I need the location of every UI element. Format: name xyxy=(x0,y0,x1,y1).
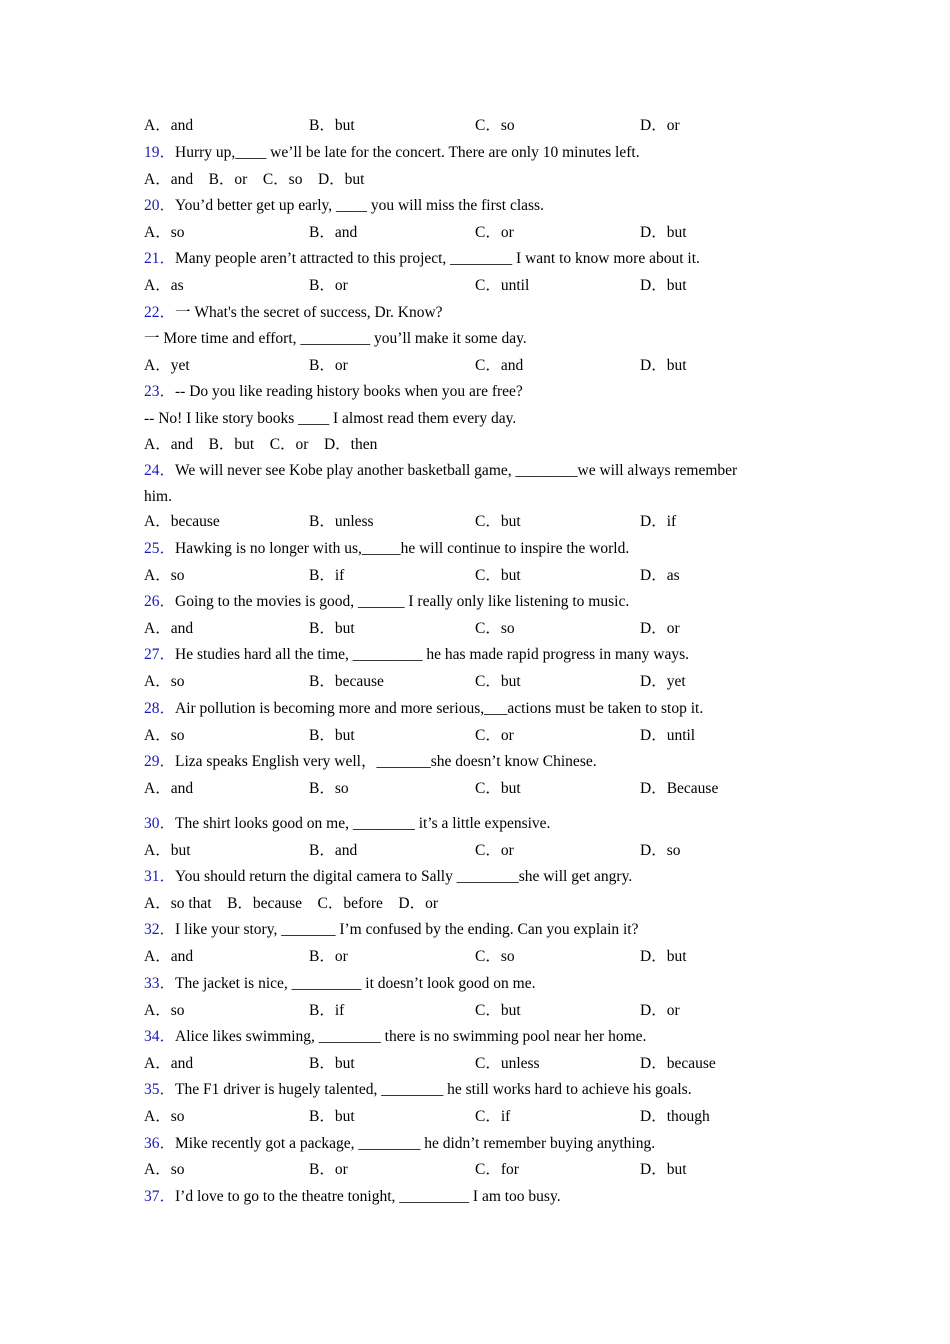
option-d: D．Because xyxy=(640,780,719,797)
question-line xyxy=(144,143,640,163)
text-line: 一 More time and effort, _________ you’ll make it some day. xyxy=(144,330,527,347)
option-d: D．yet xyxy=(640,673,686,690)
question-text: Hawking is no longer with us,_____he will continue to inspire the world. xyxy=(175,540,630,557)
option-c: C．but xyxy=(475,780,521,797)
question-text: Hurry up,____ we’ll be late for the concert. There are only 10 minutes left. xyxy=(175,144,640,161)
option-a: A．as xyxy=(144,277,184,294)
question-number: 34． xyxy=(144,1028,176,1045)
option-d: D．but xyxy=(640,224,687,241)
question-text: We will never see Kobe play another basketball game, ________we will always remember xyxy=(175,462,738,479)
option-c: C．so xyxy=(475,117,515,134)
option-b: B．if xyxy=(309,567,345,584)
question-number: 32． xyxy=(144,921,176,938)
option-b: B．but xyxy=(309,1055,355,1072)
question-number: 30． xyxy=(144,815,176,832)
question-text: He studies hard all the time, _________ he has made rapid progress in many ways. xyxy=(175,646,689,663)
option-c: C．if xyxy=(475,1108,511,1125)
text-line: A．and B．but C．or D．then xyxy=(144,436,378,453)
option-a: A．so xyxy=(144,673,185,690)
option-c: C．or xyxy=(475,727,514,744)
question-line xyxy=(144,752,597,772)
question-number: 23． xyxy=(144,383,176,400)
option-d: D．but xyxy=(640,277,687,294)
option-d: D．but xyxy=(640,357,687,374)
question-text: Many people aren’t attracted to this project, ________ I want to know more about it. xyxy=(175,250,700,267)
question-number: 35． xyxy=(144,1081,176,1098)
question-text: Air pollution is becoming more and more serious,___actions must be taken to stop it. xyxy=(175,700,704,717)
option-b: B．and xyxy=(309,842,358,859)
option-b: B．if xyxy=(309,1002,345,1019)
option-d: D．but xyxy=(640,1161,687,1178)
question-line xyxy=(144,1134,655,1154)
question-number: 28． xyxy=(144,700,176,717)
option-a: A．so xyxy=(144,1108,185,1125)
question-text: The shirt looks good on me, ________ it’s a little expensive. xyxy=(175,815,551,832)
question-text: -- Do you like reading history books when you are free? xyxy=(175,383,523,400)
option-b: B．but xyxy=(309,727,355,744)
option-a: A．and xyxy=(144,620,194,637)
question-number: 36． xyxy=(144,1135,176,1152)
option-a: A．so xyxy=(144,1161,185,1178)
option-c: C．and xyxy=(475,357,524,374)
question-line xyxy=(144,699,703,719)
option-d: D．as xyxy=(640,567,680,584)
question-line xyxy=(144,196,544,216)
option-b: B．or xyxy=(309,948,348,965)
question-number: 31． xyxy=(144,868,176,885)
question-number: 20． xyxy=(144,197,176,214)
option-c: C．but xyxy=(475,513,521,530)
option-a: A．because xyxy=(144,513,220,530)
question-number: 24． xyxy=(144,462,176,479)
question-text: Liza speaks English very well，_______she doesn’t know Chinese. xyxy=(175,753,597,770)
option-a: A．so xyxy=(144,224,185,241)
option-b: B．but xyxy=(309,620,355,637)
option-b: B．but xyxy=(309,117,355,134)
question-line xyxy=(144,920,639,940)
option-a: A．and xyxy=(144,948,194,965)
option-c: C．so xyxy=(475,948,515,965)
question-line xyxy=(144,1027,646,1047)
option-b: B．or xyxy=(309,277,348,294)
option-d: D．until xyxy=(640,727,696,744)
option-b: B．or xyxy=(309,1161,348,1178)
question-number: 25． xyxy=(144,540,176,557)
option-c: C．or xyxy=(475,842,514,859)
option-a: A．so xyxy=(144,567,185,584)
question-number: 22． xyxy=(144,304,176,321)
option-b: B．because xyxy=(309,673,384,690)
question-text: 一 What's the secret of success, Dr. Know? xyxy=(175,304,443,321)
question-line xyxy=(144,592,629,612)
option-c: C．or xyxy=(475,224,514,241)
option-b: B．so xyxy=(309,780,349,797)
option-a: A．so xyxy=(144,727,185,744)
option-c: C．unless xyxy=(475,1055,540,1072)
option-a: A．so xyxy=(144,1002,185,1019)
option-d: D．or xyxy=(640,620,680,637)
option-c: C．but xyxy=(475,1002,521,1019)
option-c: C．but xyxy=(475,673,521,690)
question-text: You should return the digital camera to Sally ________she will get angry. xyxy=(175,868,633,885)
question-text: Alice likes swimming, ________ there is no swimming pool near her home. xyxy=(175,1028,647,1045)
option-d: D．but xyxy=(640,948,687,965)
option-c: C．so xyxy=(475,620,515,637)
question-number: 19． xyxy=(144,144,176,161)
option-d: D．or xyxy=(640,117,680,134)
question-line xyxy=(144,1080,692,1100)
question-line xyxy=(144,539,629,559)
question-number: 33． xyxy=(144,975,176,992)
option-a: A．but xyxy=(144,842,191,859)
question-number: 26． xyxy=(144,593,176,610)
question-number: 21． xyxy=(144,250,176,267)
question-text: I like your story, _______ I’m confused by the ending. Can you explain it? xyxy=(175,921,639,938)
option-a: A．and xyxy=(144,780,194,797)
option-c: C．until xyxy=(475,277,530,294)
option-d: D．because xyxy=(640,1055,716,1072)
option-a: A．and xyxy=(144,117,194,134)
question-line xyxy=(144,814,550,834)
question-text: You’d better get up early, ____ you will miss the first class. xyxy=(175,197,544,214)
question-text: Mike recently got a package, ________ he didn’t remember buying anything. xyxy=(175,1135,656,1152)
question-number: 27． xyxy=(144,646,176,663)
option-b: B．but xyxy=(309,1108,355,1125)
question-line xyxy=(144,1187,561,1207)
option-a: A．yet xyxy=(144,357,190,374)
question-line xyxy=(144,303,443,323)
option-d: D．though xyxy=(640,1108,710,1125)
text-line: -- No! I like story books ____ I almost read them every day. xyxy=(144,410,517,427)
text-line: him. xyxy=(144,488,172,505)
text-line: A．and B．or C．so D．but xyxy=(144,171,365,188)
question-line xyxy=(144,974,535,994)
option-d: D．so xyxy=(640,842,681,859)
option-c: C．for xyxy=(475,1161,519,1178)
option-b: B．and xyxy=(309,224,358,241)
question-line xyxy=(144,461,737,481)
question-line xyxy=(144,867,632,887)
option-a: A．and xyxy=(144,1055,194,1072)
text-line: A．so that B．because C．before D．or xyxy=(144,895,439,912)
option-d: D．or xyxy=(640,1002,680,1019)
question-text: The jacket is nice, _________ it doesn’t look good on me. xyxy=(175,975,536,992)
question-line xyxy=(144,249,700,269)
option-d: D．if xyxy=(640,513,677,530)
question-text: I’d love to go to the theatre tonight, _________ I am too busy. xyxy=(175,1188,561,1205)
question-text: Going to the movies is good, ______ I really only like listening to music. xyxy=(175,593,630,610)
question-line xyxy=(144,645,689,665)
option-b: B．or xyxy=(309,357,348,374)
question-number: 29． xyxy=(144,753,176,770)
question-text: The F1 driver is hugely talented, ________ he still works hard to achieve his goals. xyxy=(175,1081,692,1098)
option-b: B．unless xyxy=(309,513,374,530)
question-line xyxy=(144,382,523,402)
option-c: C．but xyxy=(475,567,521,584)
question-number: 37． xyxy=(144,1188,176,1205)
